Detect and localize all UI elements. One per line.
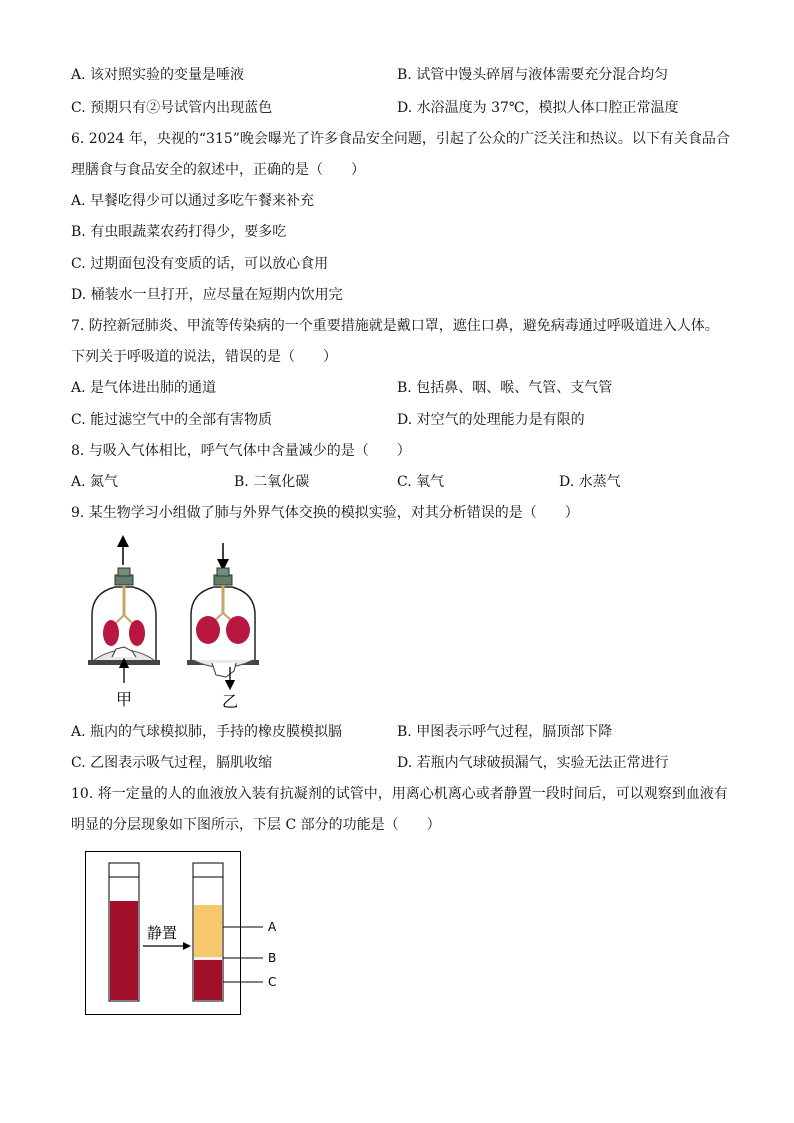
layer-label-b: B (268, 951, 277, 965)
lung-model-figure (80, 535, 280, 715)
q6-stem-line2: 理膳食与食品安全的叙述中，正确的是（ ） (71, 162, 365, 178)
q8-option-a: A. 氮气 (71, 474, 119, 490)
hand-icon (112, 647, 136, 657)
q9-stem: 9. 某生物学习小组做了肺与外界气体交换的模拟实验，对其分析错误的是（ ） (71, 505, 579, 521)
q9-option-c: C. 乙图表示吸气过程，膈肌收缩 (71, 755, 273, 771)
q7-option-c: C. 能过滤空气中的全部有害物质 (71, 412, 273, 428)
lung-balloon-icon (129, 620, 145, 646)
layer-label-c: C (268, 975, 277, 989)
tube-cap-icon (109, 863, 139, 877)
q7-option-b: B. 包括鼻、咽、喉、气管、支气管 (397, 380, 613, 396)
q7-option-d: D. 对空气的处理能力是有限的 (397, 412, 585, 428)
q6-option-a: A. 早餐吃得少可以通过多吃午餐来补充 (71, 193, 315, 209)
q6-option-d: D. 桶装水一旦打开，应尽量在短期内饮用完 (71, 287, 343, 303)
q10-stem-line2: 明显的分层现象如下图所示，下层 C 部分的功能是（ ） (71, 817, 441, 833)
q6-option-c: C. 过期面包没有变质的话，可以放心食用 (71, 256, 329, 272)
q8-option-c: C. 氧气 (397, 474, 445, 490)
bell-jar-right (187, 543, 259, 711)
figure-label-jia: 甲 (115, 690, 133, 709)
q6-stem-line1: 6. 2024 年，央视的“315”晚会曝光了许多食品安全问题，引起了公众的广泛关注和热议。以下有关食品合 (71, 131, 730, 147)
q7-stem-line2: 下列关于呼吸道的说法，错误的是（ ） (71, 349, 337, 365)
lung-balloon-icon (226, 616, 250, 644)
white-cell-layer (194, 957, 222, 960)
whole-blood-layer (110, 901, 138, 1000)
q9-option-a: A. 瓶内的气球模拟肺，手持的橡皮膜模拟膈 (71, 724, 343, 740)
q9-option-d: D. 若瓶内气球破损漏气，实验无法正常进行 (397, 755, 669, 771)
q8-option-d: D. 水蒸气 (559, 474, 621, 490)
q10-stem-line1: 10. 将一定量的人的血液放入装有抗凝剂的试管中，用离心机离心或者静置一段时间后，可以观察到血液有 (71, 786, 728, 802)
q5-option-c: C. 预期只有②号试管内出现蓝色 (71, 100, 273, 116)
arrow-label: 静置 (146, 924, 178, 942)
bell-jar-left (88, 541, 160, 709)
red-cell-layer (194, 960, 222, 1000)
q6-option-b: B. 有虫眼蔬菜农药打得少，要多吃 (71, 224, 287, 240)
q7-stem-line1: 7. 防控新冠肺炎、甲流等传染病的一个重要措施就是戴口罩，遮住口鼻，避免病毒通过呼吸道进入人体。 (71, 318, 719, 334)
figure-label-yi: 乙 (221, 692, 239, 711)
q5-option-a: A. 该对照实验的变量是唾液 (71, 67, 245, 83)
layer-label-a: A (268, 920, 277, 934)
blood-tube-figure (85, 851, 285, 1017)
q7-option-a: A. 是气体进出肺的通道 (71, 380, 217, 396)
hand-icon (212, 663, 236, 677)
test-tube-left (109, 863, 139, 1001)
tube-cap-icon (193, 863, 223, 877)
plasma-layer (194, 905, 222, 957)
test-tube-right (193, 863, 223, 1001)
lung-balloon-icon (103, 620, 119, 646)
q8-option-b: B. 二氧化碳 (234, 474, 310, 490)
q5-option-d: D. 水浴温度为 37℃，模拟人体口腔正常温度 (397, 100, 679, 116)
q8-stem: 8. 与吸入气体相比，呼气气体中含量减少的是（ ） (71, 443, 411, 459)
q9-option-b: B. 甲图表示呼气过程，膈顶部下降 (397, 724, 613, 740)
q5-option-b: B. 试管中馒头碎屑与液体需要充分混合均匀 (397, 67, 669, 83)
lung-balloon-icon (196, 616, 220, 644)
